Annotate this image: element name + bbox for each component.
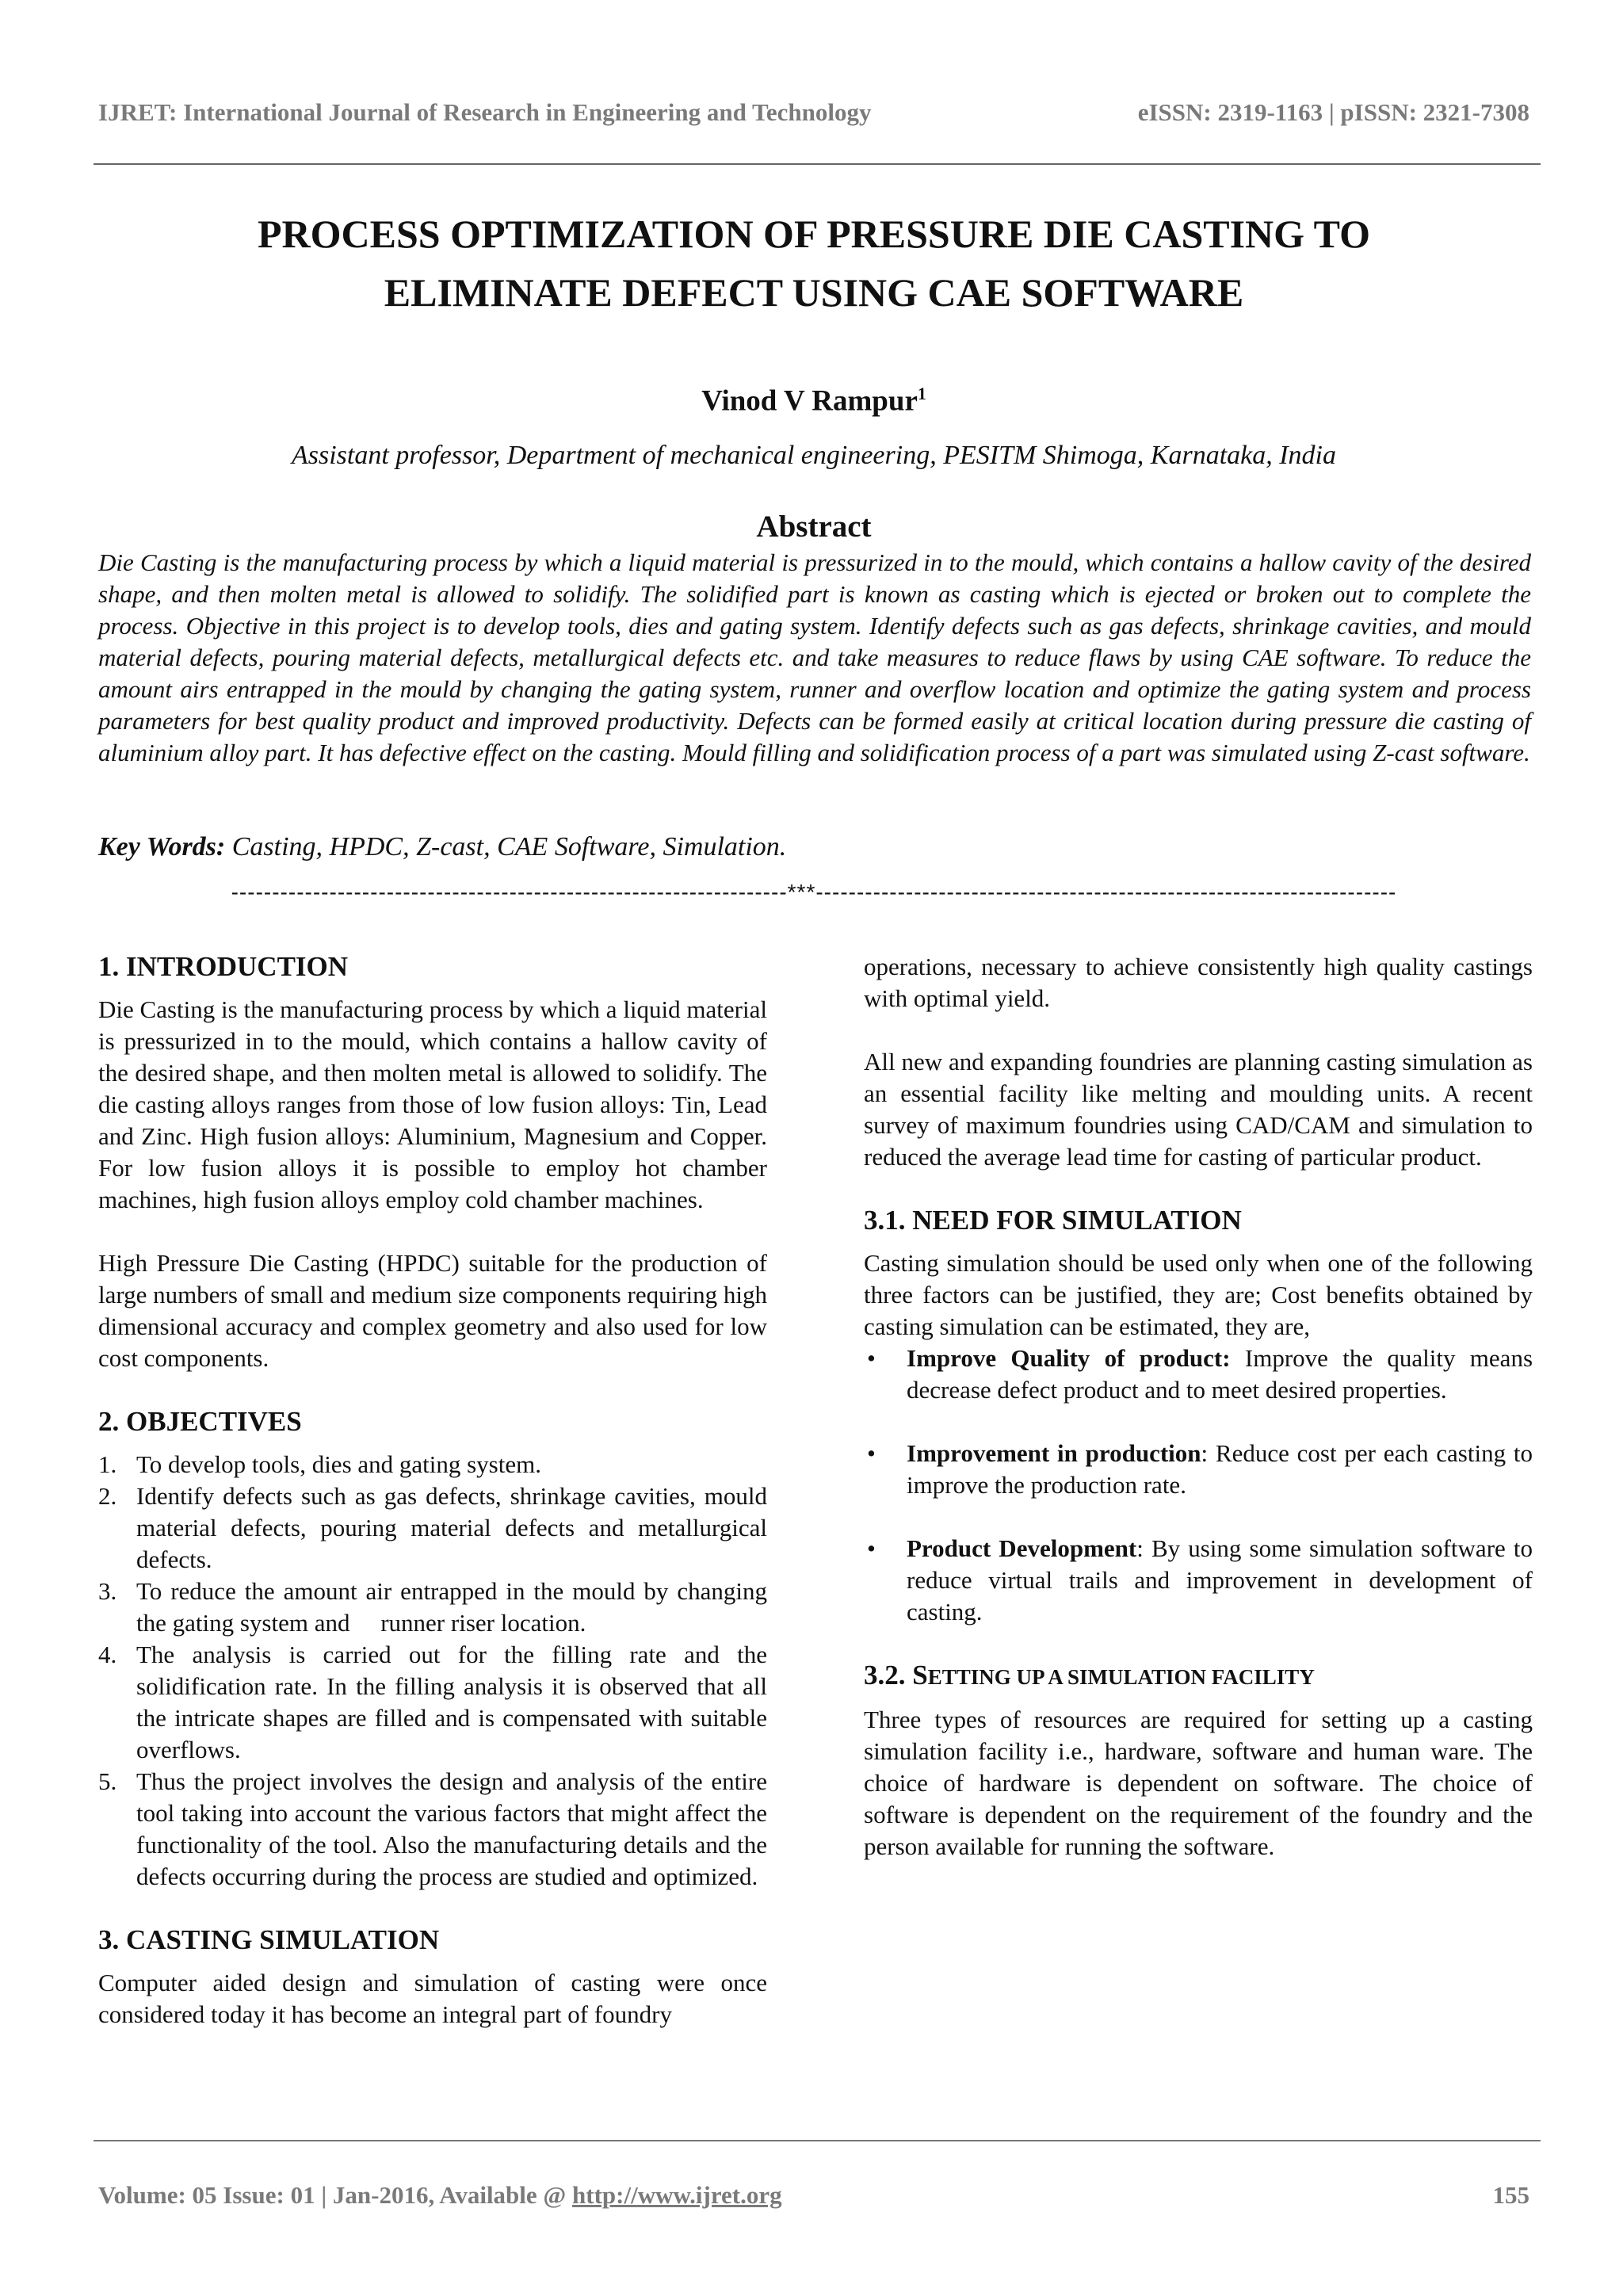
list-item-term: Improve Quality of product: [907,1344,1231,1372]
casting-simulation-paragraph-1-start: Computer aided design and simulation of casting were once considered today it has become an integral part of foundry [98,1969,767,2028]
setting-up-heading-prefix: 3.2. S [864,1660,928,1690]
objectives-heading: 2. OBJECTIVES [98,1406,302,1437]
keywords-text: Casting, HPDC, Z-cast, CAE Software, Simulation. [231,832,787,861]
journal-website-link[interactable]: http://www.ijret.org [572,2181,782,2209]
right-column [864,951,1533,1862]
page-number: 155 [1492,2181,1529,2209]
need-for-simulation-intro: Casting simulation should be used only when one of the following three factors can be justified, they are; Cost benefits obtained by casting simulation can be estimated, they are, [864,1249,1533,1340]
introduction-paragraph-1: Die Casting is the manufacturing process by which a liquid material is pressurized in to the mould, which contains a hallow cavity of the desired shape, and then molten metal is allowed to solidify. The die casting alloys ranges from those of low fusion alloys: Tin, Lead and Zinc. High fusion alloys: Aluminium, Magnesium and Copper. For low fusion alloys it is possible to employ hot chamber machines, high fusion alloys employ cold chamber machines. [98,995,767,1213]
list-item-term: Product Development [907,1534,1137,1562]
list-item [864,1343,1533,1406]
casting-simulation-heading: 3. CASTING SIMULATION [98,1924,440,1955]
list-item-description: Improve the quality means decrease defect product and to meet desired properties. [907,1344,1533,1404]
setting-up-heading-rest: ETTING UP A SIMULATION FACILITY [927,1665,1315,1689]
list-item [864,1438,1533,1501]
title-line-2: ELIMINATE DEFECT USING CAE SOFTWARE [384,270,1244,315]
author-name: Vinod V Rampur [701,384,918,418]
list-item [98,1766,767,1893]
need-for-simulation-heading: 3.1. NEED FOR SIMULATION [864,1205,1242,1236]
section-separator: --------------------------------------------------------------------***----------------------------------------------------------------------- [231,880,1397,904]
list-item [98,1449,767,1480]
bullet-icon: • [867,1344,876,1372]
setting-up-paragraph: Three types of resources are required for setting up a casting simulation facility i.e., hardware, software and human ware. The choice of hardware is dependent on software. The choice of software is dependent on the requirement of the foundry and the person available for running the software. [864,1706,1533,1860]
list-item-number: 4. [98,1641,117,1668]
casting-simulation-paragraph-1-end: operations, necessary to achieve consistently high quality castings with optimal yield. [864,953,1533,1012]
bullet-icon: • [867,1534,876,1562]
list-item-text: Identify defects such as gas defects, shrinkage cavities, mould material defects, pouring material defects and metallurgical defects. [136,1482,767,1573]
author-superscript: 1 [917,384,926,403]
keywords-label: Key Words: [98,832,226,861]
abstract-text: Die Casting is the manufacturing process by which a liquid material is pressurized in to the mould, which contains a hallow cavity of the desired shape, and then molten metal is allowed to solidify. The solidified part is known as casting which is ejected or broken out to complete the process. Objective in this project is to develop tools, dies and gating system. Identify defects such as gas defects, shrinkage cavities, and mould material defects, pouring material defects, metallurgical defects etc. and take measures to reduce flaws by using CAE software. To reduce the amount airs entrapped in the mould by changing the gating system, runner and overflow location and optimize the gating system and process parameters for best quality product and improved productivity. Defects can be formed easily at critical location during pressure die casting of aluminium alloy part. It has defective effect on the casting. Mould filling and solidification process of a part was simulated using Z-cast software. [98,548,1531,766]
list-item-text [907,1343,1533,1406]
left-column [98,951,773,2030]
objectives-list [98,1449,773,1893]
list-item [98,1576,773,1639]
list-item [98,1480,767,1576]
list-item-number: 5. [98,1767,117,1795]
list-item-description: : By using some simulation software to reduce virtual trails and improvement in development of casting. [907,1534,1533,1626]
list-item-term: Improvement in production [907,1439,1201,1467]
header-divider [94,163,1541,165]
keywords [98,832,1529,862]
list-item-description: : Reduce cost per each casting to improve the production rate. [907,1439,1533,1499]
footer-volume-info [98,2181,782,2210]
list-item-number: 1. [98,1450,117,1478]
list-item-text: To develop tools, dies and gating system. [136,1450,541,1478]
list-item-text: Thus the project involves the design and analysis of the entire tool taking into account the various factors that might affect the functionality of the tool. Also the manufacturing details and the defects occurring during the process are studied and optimized. [136,1767,767,1890]
introduction-heading: 1. INTRODUCTION [98,951,349,982]
introduction-paragraph-2: High Pressure Die Casting (HPDC) suitable for the production of large numbers of small and medium size components requiring high dimensional accuracy and complex geometry and also used for low cost components. [98,1249,767,1372]
list-item [98,1639,767,1766]
casting-simulation-paragraph-2: All new and expanding foundries are planning casting simulation as an essential facility like melting and moulding units. A recent survey of maximum foundries using CAD/CAM and simulation to reduced the average lead time for casting of particular product. [864,1048,1533,1171]
paper-title [98,204,1529,322]
need-for-simulation-list [864,1343,1533,1628]
running-footer [98,2181,1529,2210]
journal-name: IJRET: International Journal of Research in Engineering and Technology [98,98,872,126]
list-item-number: 2. [98,1482,117,1510]
footer-divider [94,2140,1541,2141]
bullet-icon: • [867,1439,876,1467]
author-affiliation: Assistant professor, Department of mechanical engineering, PESITM Shimoga, Karnataka, India [291,441,1336,470]
list-item-text [907,1438,1533,1501]
list-item-text [907,1533,1533,1628]
author [98,384,1529,418]
list-item-text: To reduce the amount air entrapped in the mould by changing the gating system and runner riser location. [136,1577,773,1637]
setting-up-heading [864,1660,1533,1693]
issn-info: eISSN: 2319-1163 | pISSN: 2321-7308 [1137,98,1529,126]
abstract-heading: Abstract [756,510,872,544]
running-header [98,98,1529,127]
list-item [864,1533,1533,1628]
footer-volume-text: Volume: 05 Issue: 01 | Jan-2016, Available @ [98,2181,573,2209]
list-item-number: 3. [98,1577,117,1605]
title-line-1: PROCESS OPTIMIZATION OF PRESSURE DIE CASTING TO [257,212,1370,256]
list-item-text: The analysis is carried out for the filling rate and the solidification rate. In the filling analysis it is observed that all the intricate shapes are filled and is compensated with suitable overflows. [136,1641,767,1763]
